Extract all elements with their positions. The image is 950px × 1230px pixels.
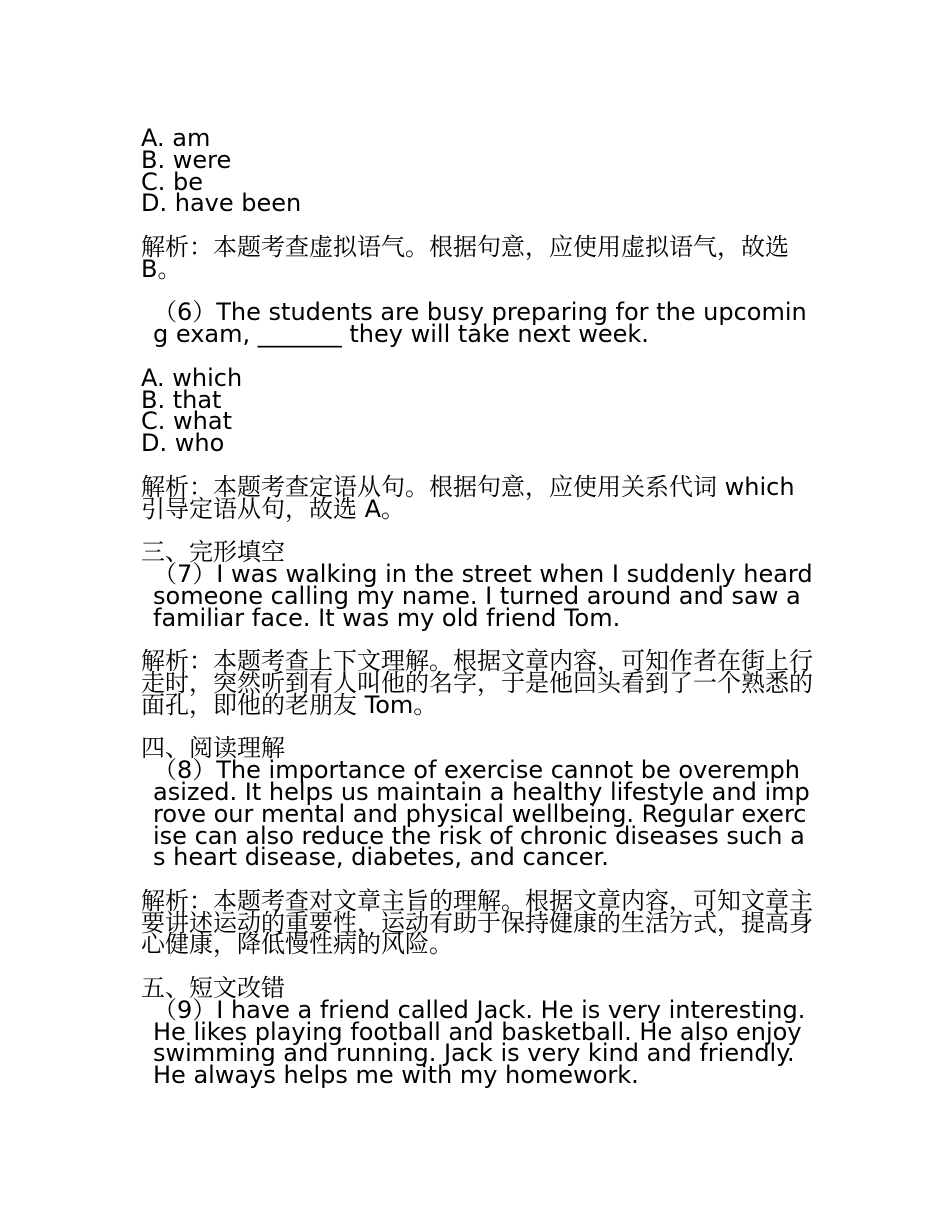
section4-heading: 四、阅读理解 xyxy=(141,734,285,763)
q7-analysis: 解析：本题考查上下文理解。根据文章内容，可知作者在街上行走时，突然听到有人叫他的名字，于是他回头看到了一个熟悉的面孔，即他的老朋友 Tom。 xyxy=(141,647,813,719)
option-c: C. what xyxy=(141,407,232,436)
option-c: C. be xyxy=(141,167,204,196)
option-d: D. who xyxy=(141,429,225,458)
option-d: D. have been xyxy=(141,189,302,218)
q8-stem: （8）The importance of exercise cannot be overemphasized. It helps us maintain a healthy lifestyle and improve our mental and physical wellbeing. Regular exercise can also reduce the risk of chronic diseases such as heart disease, diabetes, and cancer. xyxy=(153,756,810,872)
q7-stem: （7）I was walking in the street when I suddenly heard someone calling my name. I turned around and saw a familiar face. It was my old friend Tom. xyxy=(153,559,813,632)
q9-stem: （9）I have a friend called Jack. He is very interesting. He likes playing football and basketball. He also enjoy swimming and running. Jack is very kind and friendly. He always helps me with my homework. xyxy=(153,995,806,1090)
q5-options xyxy=(141,124,813,218)
q5-analysis: 解析：本题考查虚拟语气。根据句意，应使用虚拟语气，故选B。 xyxy=(141,232,789,283)
option-b: B. were xyxy=(141,145,232,174)
option-a: A. am xyxy=(141,124,211,152)
q6-options xyxy=(141,363,813,458)
section3-heading: 三、完形填空 xyxy=(141,538,285,567)
q8-analysis: 解析：本题考查对文章主旨的理解。根据文章内容，可知文章主要讲述运动的重要性，运动有助于保持健康的生活方式，提高身心健康，降低慢性病的风险。 xyxy=(141,886,813,959)
q6-analysis: 解析：本题考查定语从句。根据句意，应使用关系代词 which 引导定语从句，故选 A。 xyxy=(141,472,795,523)
q6-stem: （6）The students are busy preparing for the upcoming exam, _______ they will take next week. xyxy=(153,298,807,349)
section5-heading: 五、短文改错 xyxy=(141,974,285,1003)
document-page xyxy=(141,124,813,1090)
option-b: B. that xyxy=(141,385,222,414)
option-a: A. which xyxy=(141,363,243,392)
